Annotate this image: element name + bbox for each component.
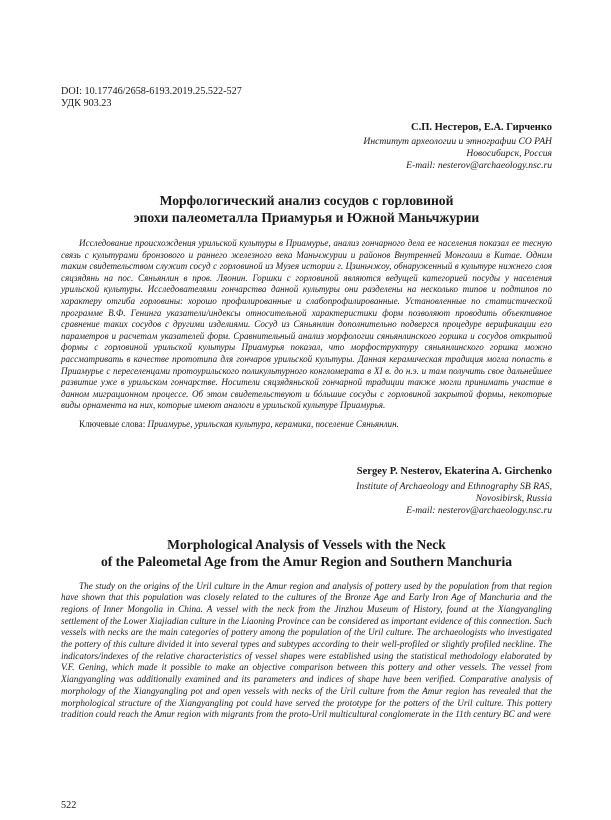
affiliation-en-email[interactable]: E-mail: nesterov@archaeology.nsc.ru bbox=[406, 504, 552, 516]
page-number: 522 bbox=[61, 800, 77, 811]
keywords-ru-label: Ключевые слова: bbox=[79, 418, 146, 429]
article-page bbox=[61, 86, 552, 721]
affiliation-ru-city: Новосибирск, Россия bbox=[466, 148, 552, 159]
keywords-ru-text: Приамурье, урильская культура, керамика, поселение Сяньянлин. bbox=[147, 418, 399, 429]
authors-ru: С.П. Нестеров, Е.А. Гирченко bbox=[411, 122, 552, 133]
affiliation-ru-email[interactable]: E-mail: nesterov@archaeology.nsc.ru bbox=[406, 160, 552, 171]
title-en-line-2: of the Paleometal Age from the Amur Region and Southern Manchuria bbox=[100, 553, 513, 569]
doi[interactable]: DOI: 10.17746/2658-6193.2019.25.522-527 bbox=[61, 86, 242, 97]
title-ru-line-2: эпохи палеометалла Приамурья и Южной Маньчжурии bbox=[133, 210, 480, 225]
affiliation-ru-institute: Институт археологии и этнографии СО РАН bbox=[363, 136, 552, 147]
keywords-ru bbox=[61, 419, 552, 431]
affiliation-en-city: Novosibirsk, Russia bbox=[475, 492, 552, 504]
title-ru-line-1: Морфологический анализ сосудов с горловиной bbox=[159, 193, 454, 208]
udc: УДК 903.23 bbox=[61, 98, 112, 109]
title-en-line-1: Morphological Analysis of Vessels with the Neck bbox=[167, 536, 446, 552]
abstract-en: The study on the origins of the Uril culture in the Amur region and analysis of pottery used by the population from that region have shown that this population was closely related to the cultures of the Bronze Age and Early Iron Age of Manchuria and the regions of Inner Mongolia in China. A vessel with the neck from the Jinzhou Museum of History, found at the Xiangyangling settlement of the Lower Xiajiadian culture in the Liaoning Province can be considered as important evidence of this connection. Such vessels with necks are the main categories of pottery among the population of the Uril culture. The archaeologists who investigated the pottery of this culture divided it into several types and subtypes according to their well-profiled or slightly profiled neckline. The indicators/indexes of the relative characteristics of vessel shapes were established using the statistical methodology elaborated by V.F. Gening, which made it possible to make an objective comparison between this pottery and other vessels. The vessel from Xiangyangling was additionally examined and its parameters and indices of shape have been verified. Comparative analysis of morphology of the Xiangyangling pot and open vessels with necks of the Uril culture from the Amur region has revealed that the morphological structure of the Xiangyangling pot could have served the prototype for the potters of the Uril culture. This pottery tradition could reach the Amur region with migrants from the proto-Uril multicultural conglomerate in the 11th century BC and were bbox=[61, 580, 552, 720]
abstract-ru: Исследование происхождения урильской культуры в Приамурье, анализ гончарного дела ее населения показал ее тесную связь с культурами бронзового и раннего железного века Маньчжурии и районов Внутренней Монголии в Китае. Одним таким свидетельством служит сосуд с горловиной из Музея истории г. Цзиньчжоу, обнаруженный в культуре нижнего слоя сяцзядянь на пос. Сяньянлин в пров. Ляонин. Горшки с горловиной являются ведущей категорией посуды у населения урильской культуры. Исследователями гончарства данной культуры они разделены на несколько типов и подтипов по характеру отгиба горловины: хорошо профилированные и слабопрофилированные. Установленные по статистической программе В.Ф. Генинга указатели/индексы относительной характеристики форм позволяют проводить объективное сравнение таких сосудов с другими изделиями. Сосуд из Сяньянлин дополнительно подвергся процедуре верификации его параметров и расчетам указателей форм. Сравнительный анализ морфологии сяньянлинского горшка и сосудов открытой формы с горловиной урильской культуры Приамурья показал, что морфоструктуру сяньянлинского горшка можно рассматривать в качестве прототипа для гончаров урильской культуры. Данная керамическая традиция могла попасть в Приамурье с переселенцами протоурильского поликультурного конгломерата в XI в. до н.э. и там получить свое дальнейшее развитие уже в урильском гончарстве. Носители сяцзядяньской гончарной традиции также могли принимать участие в данном миграционном процессе. Об этом свидетельствуют и бóльшие сосуды с горловиной закрытой формы, некоторые виды орнамента на них, которые имеют аналоги в урильской культуре Приамурья. bbox=[61, 238, 552, 411]
affiliation-en-institute: Institute of Archaeology and Ethnography SB RAS, bbox=[356, 480, 552, 492]
authors-en: Sergey P. Nesterov, Ekaterina A. Girchenko bbox=[356, 465, 552, 477]
